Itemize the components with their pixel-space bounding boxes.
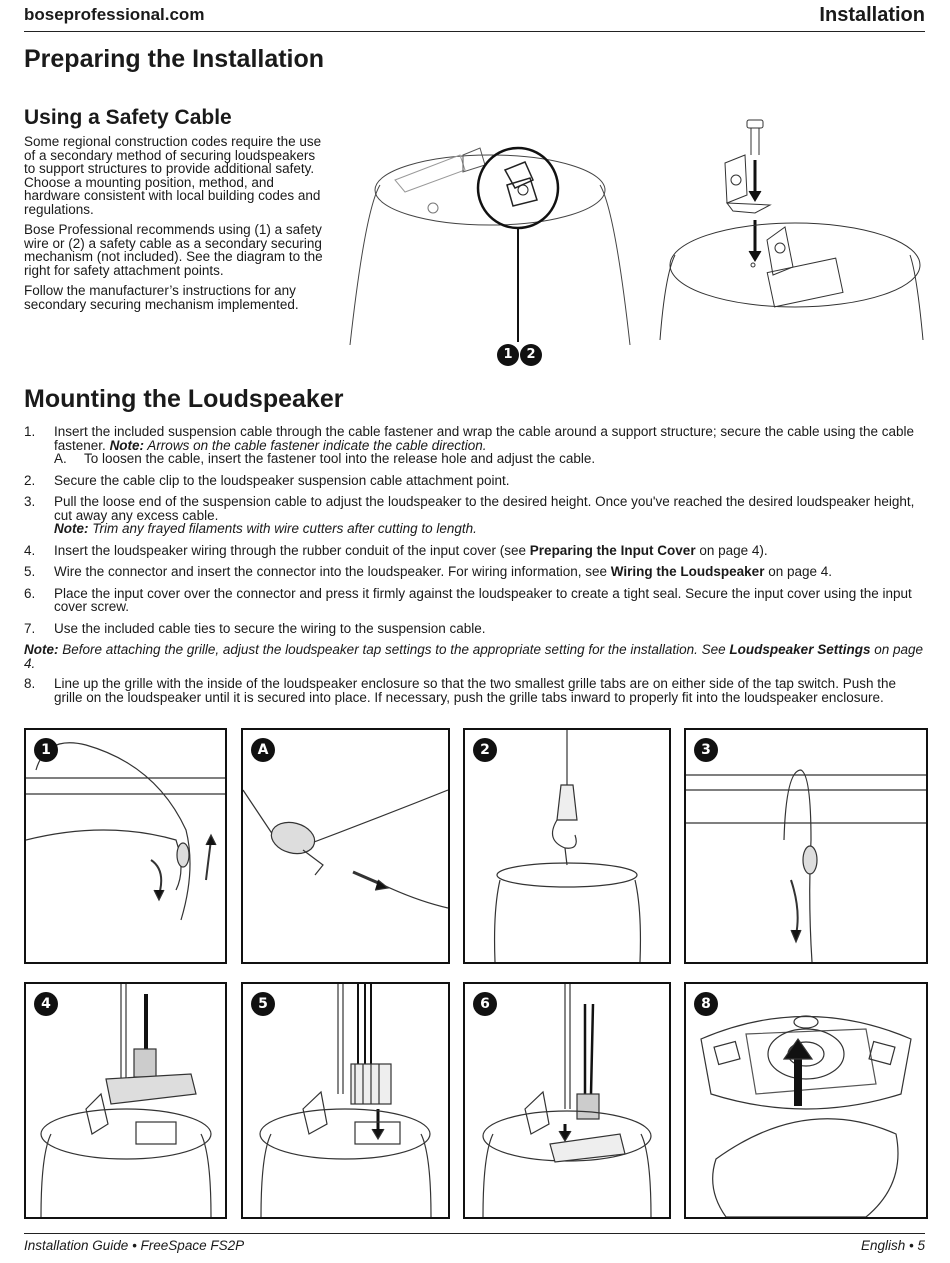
step-number: 1. xyxy=(24,424,36,439)
substep-label: A. xyxy=(54,451,67,466)
cross-reference: Preparing the Input Cover xyxy=(529,542,696,558)
bracket-bolt-diagram xyxy=(655,115,927,345)
heading-mounting: Mounting the Loudspeaker xyxy=(24,385,344,413)
panel-badge: A xyxy=(251,738,275,762)
step-text: Place the input cover over the connector and press it firmly against the loudspeaker to create a tight seal. Secure the input cover using the input cover screw. xyxy=(54,585,912,614)
step-number: 3. xyxy=(24,494,36,509)
panel-step-4 xyxy=(24,982,227,1219)
step-text xyxy=(54,425,924,466)
step-body-tail: on page 4. xyxy=(764,564,833,579)
step-text xyxy=(54,565,924,579)
cross-reference: Loudspeaker Settings xyxy=(729,642,871,657)
panel-badge: 5 xyxy=(251,992,275,1016)
tap-settings-note xyxy=(24,643,924,670)
step-body: Insert the included suspension cable through the cable fastener and wrap the cable around a support structure; secure the cable using the cable fastener. xyxy=(54,424,915,453)
header-divider xyxy=(24,31,925,32)
substep xyxy=(54,452,924,466)
note-tail: on page 4. xyxy=(24,642,924,671)
safety-attachment-diagram xyxy=(345,110,635,370)
step-item xyxy=(24,587,924,614)
note-label: Note: xyxy=(24,642,59,657)
site-url: boseprofessional.com xyxy=(24,5,205,24)
footer-divider xyxy=(24,1233,925,1234)
step-body: Insert the loudspeaker wiring through the rubber conduit of the input cover (see xyxy=(54,542,530,558)
panel-step-8 xyxy=(684,982,928,1219)
safety-paragraph: Follow the manufacturer’s instructions for any secondary securing mechanism implemented. xyxy=(24,283,299,312)
step-item xyxy=(24,425,924,466)
step-body-tail: on page 4). xyxy=(695,542,768,558)
panel-step-a xyxy=(241,728,450,964)
mounting-steps xyxy=(24,425,924,712)
heading-safety-cable: Using a Safety Cable xyxy=(24,106,232,129)
note-label: Note: xyxy=(54,521,89,536)
note-text: Before attaching the grille, adjust the loudspeaker tap settings to the appropriate setting for the installation. See xyxy=(58,642,730,657)
step-number: 2. xyxy=(24,472,36,488)
step-text xyxy=(54,495,924,536)
step-item xyxy=(24,677,924,704)
panel-step-1 xyxy=(24,728,227,964)
step-body: Pull the loose end of the suspension cable to adjust the loudspeaker to the desired height. Once you've reached the desired loudspeaker height, cut away any excess cable. xyxy=(54,494,915,523)
step-item xyxy=(24,474,924,488)
note-label: Note: xyxy=(109,437,145,453)
step-text: Secure the cable clip to the loudspeaker suspension cable attachment point. xyxy=(54,472,510,488)
step-text: Line up the grille with the inside of the loudspeaker enclosure so that the two smallest grille tabs are on either side of the tap switch. Push the grille on the loudspeaker until it is secured into place. If necessary, push the grille tabs inward to properly fit into the loudspeaker enclosure. xyxy=(54,676,896,705)
step-item xyxy=(24,622,924,636)
step-number: 5. xyxy=(24,564,36,579)
substep-text: To loosen the cable, insert the fastener tool into the release hole and adjust the cable. xyxy=(84,451,596,466)
step-text xyxy=(54,544,924,558)
step-number: 4. xyxy=(24,542,36,558)
step-number: 6. xyxy=(24,585,36,601)
section-title: Installation xyxy=(819,4,925,26)
safety-paragraph: Some regional construction codes require the use of a secondary method of securing loudspeakers to support structures to provide additional safety. Choose a mounting position, method, and hardware consistent with local building codes and regulations. xyxy=(24,134,322,217)
panel-badge: 8 xyxy=(694,992,718,1016)
panel-step-6 xyxy=(463,982,671,1219)
step-item xyxy=(24,495,924,536)
panel-badge: 3 xyxy=(694,738,718,762)
callout-2: 2 xyxy=(520,344,542,366)
safety-intro xyxy=(24,135,324,318)
panel-badge: 1 xyxy=(34,738,58,762)
note-text: Arrows on the cable fastener indicate the cable direction. xyxy=(144,437,487,453)
heading-preparing: Preparing the Installation xyxy=(24,45,325,73)
callout-1: 1 xyxy=(497,344,519,366)
safety-paragraph: Bose Professional recommends using (1) a safety wire or (2) a safety cable as a secondary securing mechanism (not included). See the diagram to the right for safety attachment points. xyxy=(24,222,323,278)
panel-badge: 6 xyxy=(473,992,497,1016)
step-item xyxy=(24,544,924,558)
panel-badge: 2 xyxy=(473,738,497,762)
step-number: 8. xyxy=(24,676,36,691)
cross-reference: Wiring the Loudspeaker xyxy=(610,564,765,579)
panel-step-2 xyxy=(463,728,671,964)
panel-step-5 xyxy=(241,982,450,1219)
panel-step-3 xyxy=(684,728,928,964)
step-number: 7. xyxy=(24,620,36,636)
step-item xyxy=(24,565,924,579)
panel-badge: 4 xyxy=(34,992,58,1016)
step-text: Use the included cable ties to secure the wiring to the suspension cable. xyxy=(54,620,486,636)
footer-guide-title: Installation Guide • FreeSpace FS2P xyxy=(24,1238,245,1253)
step-body: Wire the connector and insert the connector into the loudspeaker. For wiring information, see xyxy=(54,564,611,579)
footer-page-number: English • 5 xyxy=(860,1238,925,1253)
note-text: Trim any frayed filaments with wire cutters after cutting to length. xyxy=(88,521,477,536)
